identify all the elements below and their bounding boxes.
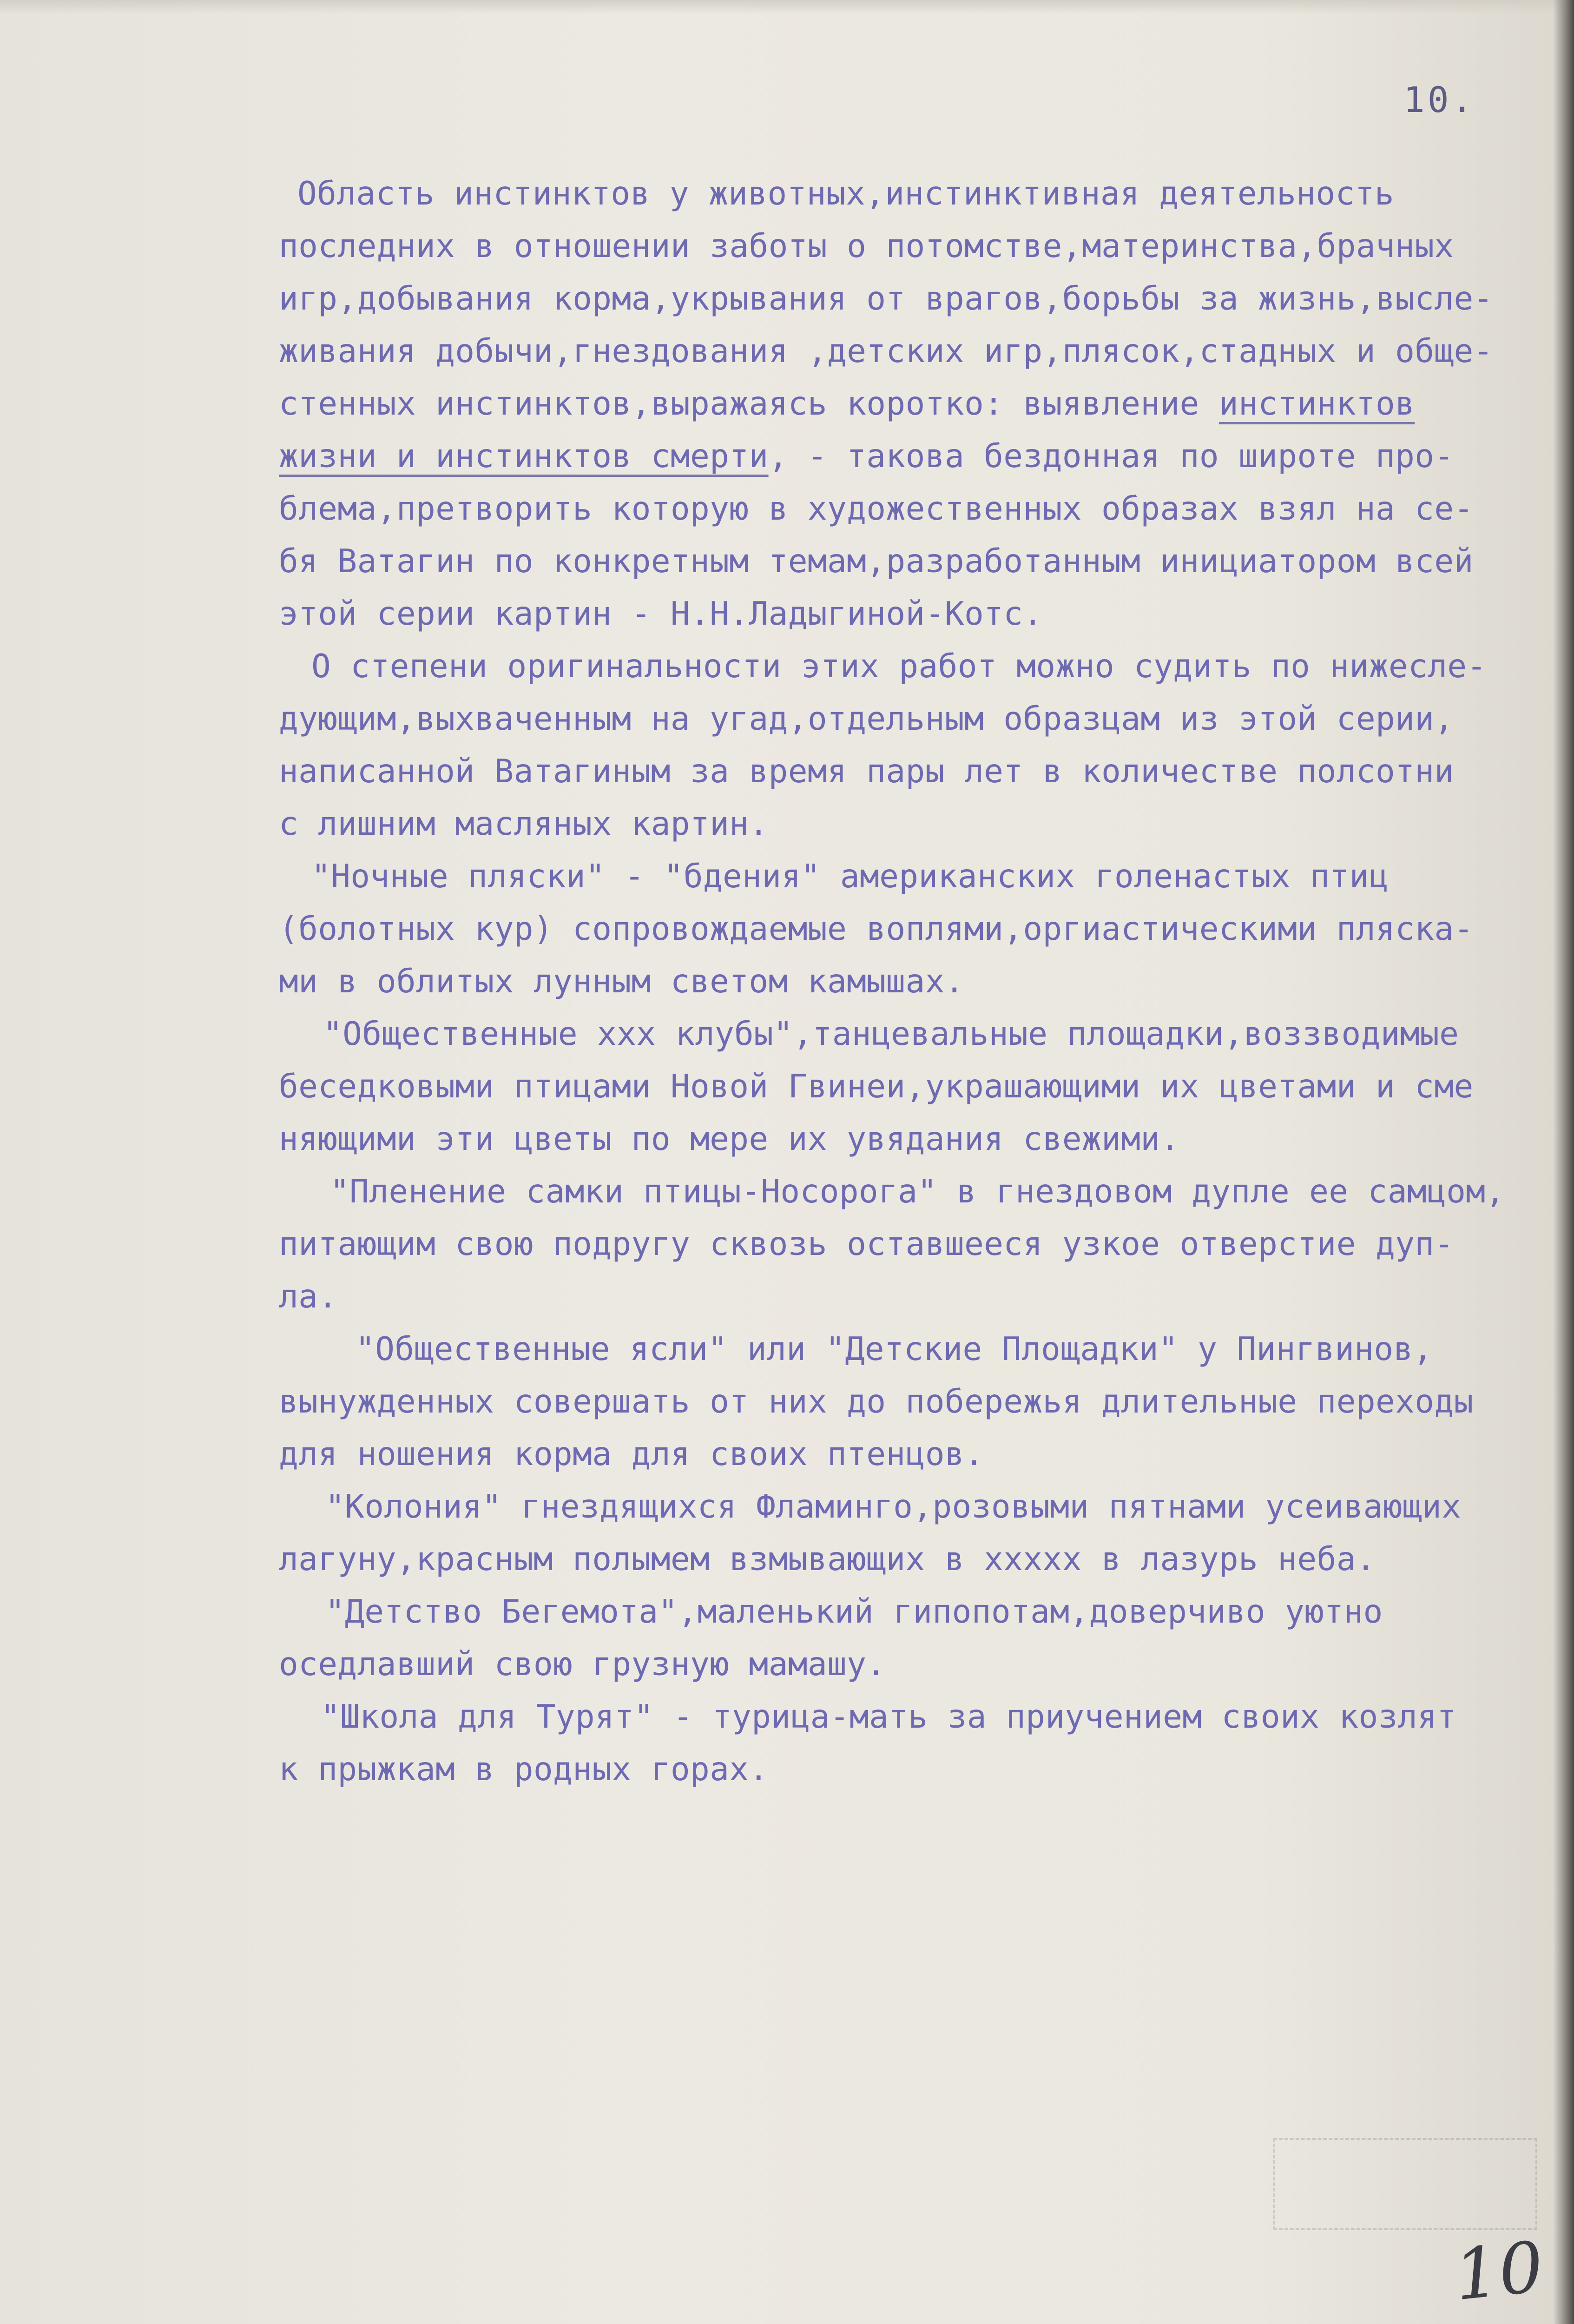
text-line: "Школа для Турят" - турица-мать за приучением своих козлят bbox=[321, 1698, 1457, 1736]
text-line: с лишним масляных картин. bbox=[279, 805, 769, 843]
text-fragment: стенных инстинктов,выражаясь коротко: выявление bbox=[279, 385, 1219, 423]
text-line: для ношения корма для своих птенцов. bbox=[279, 1435, 984, 1473]
text-line: питающим свою подругу сквозь оставшееся узкое отверстие дуп- bbox=[279, 1225, 1454, 1263]
page-top-edge bbox=[0, 0, 1574, 14]
text-line bbox=[279, 377, 1561, 430]
page-number: 10. bbox=[1403, 79, 1476, 120]
faded-archive-stamp bbox=[1273, 2138, 1537, 2230]
text-line: "Общественные ясли" или "Детские Площадки" у Пингвинов, bbox=[356, 1330, 1433, 1368]
text-line: этой серии картин - Н.Н.Ладыгиной-Котс. bbox=[279, 595, 1043, 633]
text-line: Область инстинктов у животных,инстинктивная деятельность bbox=[297, 175, 1394, 212]
typewritten-text bbox=[279, 167, 1561, 1796]
text-line: живания добычи,гнездования ,детских игр,плясок,стадных и обще- bbox=[279, 332, 1493, 370]
text-fragment: , - такова бездонная по широте про- bbox=[768, 437, 1454, 475]
text-line: вынужденных совершать от них до побережья длительные переходы bbox=[279, 1383, 1474, 1420]
underlined-phrase: жизни и инстинктов смерти bbox=[279, 437, 769, 475]
archive-folio-number: 10 bbox=[1450, 2226, 1548, 2317]
underlined-phrase: инстинктов bbox=[1218, 385, 1415, 423]
text-line: последних в отношении заботы о потомстве,материнства,брачных bbox=[279, 227, 1454, 265]
text-line: к прыжкам в родных горах. bbox=[279, 1750, 769, 1788]
text-line: (болотных кур) сопровождаемые воплями,оргиастическими пляска- bbox=[279, 910, 1474, 948]
text-line: О степени оригинальности этих работ можно судить по нижесле- bbox=[311, 647, 1487, 685]
text-line: лагуну,красным полымем взмывающих в ххххх в лазурь неба. bbox=[279, 1540, 1376, 1578]
text-line: няющими эти цветы по мере их увядания свежими. bbox=[279, 1120, 1180, 1158]
text-line: "Общественные ххх клубы",танцевальные площадки,воззводимые bbox=[323, 1015, 1459, 1053]
text-line: блема,претворить которую в художественных образах взял на се- bbox=[279, 490, 1474, 528]
text-line: написанной Ватагиным за время пары лет в количестве полсотни bbox=[279, 753, 1454, 790]
text-line: "Пленение самки птицы-Носорога" в гнездовом дупле ее самцом, bbox=[330, 1173, 1505, 1210]
text-line: "Детство Бегемота",маленький гипопотам,доверчиво уютно bbox=[325, 1593, 1383, 1631]
text-line: ла. bbox=[279, 1278, 338, 1315]
text-line: бя Ватагин по конкретным темам,разработанным инициатором всей bbox=[279, 542, 1474, 580]
text-line: игр,добывания корма,укрывания от врагов,борьбы за жизнь,высле- bbox=[279, 280, 1493, 317]
text-line: оседлавший свою грузную мамашу. bbox=[279, 1645, 886, 1683]
text-line bbox=[279, 430, 1561, 482]
text-line: ми в облитых лунным светом камышах. bbox=[279, 963, 964, 1000]
text-line: "Колония" гнездящихся Фламинго,розовыми пятнами усеивающих bbox=[325, 1488, 1462, 1525]
text-line: дующим,выхваченным на угад,отдельным образцам из этой серии, bbox=[279, 700, 1454, 738]
text-line: "Ночные пляски" - "бдения" американских голенастых птиц bbox=[311, 858, 1389, 895]
text-line: беседковыми птицами Новой Гвинеи,украшающими их цветами и сме bbox=[279, 1068, 1474, 1105]
